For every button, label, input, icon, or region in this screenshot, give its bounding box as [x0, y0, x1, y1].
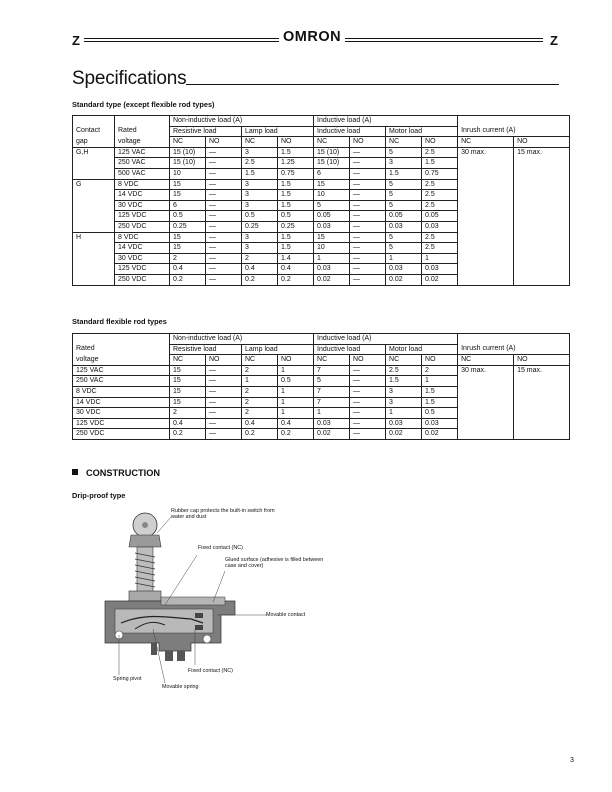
hdr-no: NO: [514, 355, 570, 366]
value-cell: —: [206, 264, 242, 275]
value-cell: 2: [242, 386, 278, 397]
callout-movable-spring: Movable spring: [162, 684, 199, 690]
callout-glued-line1: Glued surface (adhesive is filled between: [225, 557, 324, 563]
value-cell: 1: [278, 386, 314, 397]
switch-cross-section-diagram: [95, 505, 345, 695]
voltage-cell: 250 VAC: [115, 158, 170, 169]
value-cell: 3: [242, 200, 278, 211]
value-cell: 5: [314, 376, 350, 387]
hdr-no: NO: [422, 137, 458, 148]
value-cell: 0.03: [314, 221, 350, 232]
value-cell: 2.5: [422, 232, 458, 243]
header-rule-left: [84, 38, 279, 42]
value-cell: 5: [386, 200, 422, 211]
value-cell: 1.5: [278, 190, 314, 201]
page-number: 3: [570, 757, 574, 764]
value-cell: —: [350, 429, 386, 440]
value-cell: 0.4: [242, 418, 278, 429]
value-cell: 3: [386, 158, 422, 169]
hdr-noninductive: Non-inductive load (A): [170, 334, 314, 345]
voltage-cell: 14 VDC: [115, 190, 170, 201]
voltage-cell: 8 VDC: [115, 179, 170, 190]
value-cell: 0.03: [422, 418, 458, 429]
value-cell: —: [350, 232, 386, 243]
hdr-no: NO: [350, 355, 386, 366]
value-cell: 7: [314, 365, 350, 376]
hdr-noninductive: Non-inductive load (A): [170, 116, 314, 127]
construction-subtitle: Drip-proof type: [72, 491, 126, 500]
value-cell: 0.5: [170, 211, 206, 222]
value-cell: 10: [170, 168, 206, 179]
hdr-nc: NC: [242, 137, 278, 148]
value-cell: —: [350, 365, 386, 376]
hdr-nc: NC: [386, 355, 422, 366]
value-cell: 15: [170, 376, 206, 387]
flexible-table-subtitle: Standard flexible rod types: [72, 317, 167, 326]
value-cell: 1: [314, 253, 350, 264]
voltage-cell: 125 VDC: [115, 211, 170, 222]
contact-gap-cell: H: [73, 232, 115, 285]
value-cell: 1.5: [422, 386, 458, 397]
value-cell: 0.5: [242, 211, 278, 222]
value-cell: —: [206, 243, 242, 254]
hdr-resistive: Resistive load: [170, 126, 242, 137]
value-cell: —: [206, 365, 242, 376]
hdr-rated-voltage-2: voltage: [73, 355, 170, 366]
value-cell: 2: [242, 253, 278, 264]
hdr-no: NO: [422, 355, 458, 366]
hdr-blank: [73, 334, 170, 345]
value-cell: 0.5: [278, 376, 314, 387]
hdr-no: NO: [206, 137, 242, 148]
callout-spring-pivot: Spring pivot: [113, 676, 142, 682]
voltage-cell: 250 VDC: [115, 221, 170, 232]
value-cell: 0.2: [242, 274, 278, 285]
hdr-no: NO: [350, 137, 386, 148]
header-right-mark: Z: [550, 33, 558, 48]
hdr-nc: NC: [242, 355, 278, 366]
callout-glued-line2: case and cover): [225, 563, 264, 570]
voltage-cell: 125 VAC: [73, 365, 170, 376]
callout-rubber-cap: [171, 508, 275, 521]
value-cell: 1: [278, 408, 314, 419]
table-row: [73, 365, 570, 376]
voltage-cell: 14 VDC: [115, 243, 170, 254]
hdr-nc: NC: [314, 137, 350, 148]
value-cell: 15: [170, 365, 206, 376]
voltage-cell: 8 VDC: [73, 386, 170, 397]
value-cell: —: [206, 190, 242, 201]
value-cell: 2: [242, 397, 278, 408]
value-cell: —: [350, 386, 386, 397]
voltage-cell: 8 VDC: [115, 232, 170, 243]
value-cell: 15: [170, 397, 206, 408]
value-cell: 2.5: [422, 147, 458, 158]
value-cell: —: [350, 221, 386, 232]
value-cell: 0.75: [278, 168, 314, 179]
value-cell: 0.4: [170, 264, 206, 275]
value-cell: 3: [242, 179, 278, 190]
value-cell: 2.5: [242, 158, 278, 169]
value-cell: 15: [170, 386, 206, 397]
value-cell: 1.5: [278, 232, 314, 243]
value-cell: 7: [314, 386, 350, 397]
value-cell: 0.03: [314, 264, 350, 275]
value-cell: 1.5: [278, 200, 314, 211]
callout-fixed-contact-bottom: Fixed contact (NC): [188, 668, 233, 674]
hdr-inrush: Inrush current (A): [458, 126, 570, 137]
value-cell: —: [350, 179, 386, 190]
value-cell: 2.5: [422, 243, 458, 254]
value-cell: 0.03: [386, 221, 422, 232]
value-cell: 0.05: [422, 211, 458, 222]
value-cell: 0.02: [314, 274, 350, 285]
value-cell: 1.5: [422, 397, 458, 408]
value-cell: 0.4: [242, 264, 278, 275]
value-cell: 2.5: [422, 179, 458, 190]
value-cell: 0.02: [422, 274, 458, 285]
callout-fixed-contact-top: Fixed contact (NC): [198, 545, 243, 551]
value-cell: 15: [314, 232, 350, 243]
value-cell: 5: [314, 200, 350, 211]
value-cell: 2: [422, 365, 458, 376]
value-cell: 1.5: [278, 147, 314, 158]
value-cell: 1.5: [386, 168, 422, 179]
value-cell: 1: [314, 408, 350, 419]
value-cell: —: [350, 418, 386, 429]
value-cell: —: [350, 200, 386, 211]
hdr-contact-gap-2: gap: [73, 137, 115, 148]
value-cell: —: [206, 408, 242, 419]
value-cell: —: [206, 221, 242, 232]
value-cell: —: [206, 158, 242, 169]
callout-movable-contact: Movable contact: [266, 612, 306, 618]
value-cell: —: [206, 397, 242, 408]
value-cell: 0.2: [170, 274, 206, 285]
value-cell: 0.03: [386, 418, 422, 429]
value-cell: —: [206, 232, 242, 243]
value-cell: 0.5: [278, 211, 314, 222]
construction-title: CONSTRUCTION: [86, 468, 161, 478]
value-cell: 1.5: [242, 168, 278, 179]
voltage-cell: 30 VDC: [73, 408, 170, 419]
hdr-resistive: Resistive load: [170, 344, 242, 355]
inrush-nc-cell: 30 max.: [458, 147, 514, 285]
hdr-rated-voltage-2: voltage: [115, 137, 170, 148]
value-cell: 0.05: [386, 211, 422, 222]
hdr-no: NO: [514, 137, 570, 148]
brand-logo: OMRON: [283, 29, 342, 45]
value-cell: 15: [170, 232, 206, 243]
value-cell: 0.25: [170, 221, 206, 232]
value-cell: 15: [170, 190, 206, 201]
value-cell: 2: [242, 365, 278, 376]
value-cell: —: [206, 200, 242, 211]
value-cell: 1: [386, 408, 422, 419]
value-cell: 0.03: [422, 221, 458, 232]
value-cell: 0.02: [386, 429, 422, 440]
value-cell: —: [350, 243, 386, 254]
hdr-blank: [115, 116, 170, 127]
square-bullet-icon: [72, 469, 78, 475]
value-cell: 15: [170, 179, 206, 190]
voltage-cell: 250 VDC: [73, 429, 170, 440]
value-cell: —: [206, 147, 242, 158]
value-cell: 0.2: [170, 429, 206, 440]
voltage-cell: 500 VAC: [115, 168, 170, 179]
value-cell: 0.4: [278, 264, 314, 275]
value-cell: 1: [278, 365, 314, 376]
hdr-lamp: Lamp load: [242, 126, 314, 137]
voltage-cell: 30 VDC: [115, 253, 170, 264]
value-cell: 1.5: [422, 158, 458, 169]
callout-rubber-cap-line2: water and dust: [171, 514, 207, 521]
hdr-motor: Motor load: [386, 344, 458, 355]
hdr-blank: [73, 116, 115, 127]
value-cell: —: [206, 386, 242, 397]
header-left-mark: Z: [72, 33, 80, 48]
value-cell: 1.25: [278, 158, 314, 169]
hdr-nc: NC: [458, 355, 514, 366]
flexible-spec-table: [72, 333, 570, 440]
value-cell: 1: [278, 397, 314, 408]
hdr-inductive: Inductive load (A): [314, 116, 458, 127]
hdr-blank: [458, 334, 570, 345]
value-cell: 3: [242, 243, 278, 254]
value-cell: 0.02: [386, 274, 422, 285]
value-cell: 15 (10): [170, 147, 206, 158]
value-cell: —: [350, 168, 386, 179]
value-cell: 1.4: [278, 253, 314, 264]
value-cell: —: [350, 408, 386, 419]
value-cell: 1.5: [278, 179, 314, 190]
value-cell: 15 (10): [314, 158, 350, 169]
value-cell: 15 (10): [170, 158, 206, 169]
table-row: [73, 147, 570, 158]
value-cell: —: [350, 274, 386, 285]
value-cell: 0.25: [278, 221, 314, 232]
value-cell: 1.5: [278, 243, 314, 254]
value-cell: 3: [242, 232, 278, 243]
value-cell: 15 (10): [314, 147, 350, 158]
hdr-no: NO: [206, 355, 242, 366]
value-cell: 5: [386, 232, 422, 243]
value-cell: —: [350, 190, 386, 201]
inrush-no-cell: 15 max.: [514, 365, 570, 439]
construction-heading: [72, 468, 160, 478]
value-cell: 0.4: [278, 418, 314, 429]
value-cell: 5: [386, 147, 422, 158]
value-cell: 0.05: [314, 211, 350, 222]
value-cell: 7: [314, 397, 350, 408]
value-cell: —: [350, 264, 386, 275]
value-cell: 1.5: [386, 376, 422, 387]
value-cell: —: [206, 429, 242, 440]
header-rule-right: [345, 38, 543, 42]
hdr-ind-load: Inductive load: [314, 344, 386, 355]
value-cell: 5: [386, 190, 422, 201]
voltage-cell: 14 VDC: [73, 397, 170, 408]
voltage-cell: 30 VDC: [115, 200, 170, 211]
value-cell: 0.03: [422, 264, 458, 275]
value-cell: 15: [314, 179, 350, 190]
value-cell: 2.5: [422, 200, 458, 211]
value-cell: 15: [170, 243, 206, 254]
voltage-cell: 250 VAC: [73, 376, 170, 387]
value-cell: 6: [314, 168, 350, 179]
value-cell: 0.02: [314, 429, 350, 440]
hdr-nc: NC: [314, 355, 350, 366]
value-cell: —: [206, 168, 242, 179]
hdr-rated-voltage-1: Rated: [115, 126, 170, 137]
value-cell: 1: [422, 253, 458, 264]
hdr-inrush: Inrush current (A): [458, 344, 570, 355]
inrush-no-cell: 15 max.: [514, 147, 570, 285]
standard-table-subtitle: Standard type (except flexible rod types): [72, 100, 215, 109]
value-cell: —: [350, 211, 386, 222]
value-cell: 5: [386, 243, 422, 254]
value-cell: 2: [242, 408, 278, 419]
callout-rubber-cap-line1: Rubber cap protects the built-in switch from: [171, 508, 275, 514]
value-cell: 2.5: [386, 365, 422, 376]
hdr-inductive: Inductive load (A): [314, 334, 458, 345]
voltage-cell: 125 VAC: [115, 147, 170, 158]
hdr-blank: [458, 116, 570, 127]
value-cell: —: [350, 253, 386, 264]
hdr-no: NO: [278, 355, 314, 366]
value-cell: —: [350, 376, 386, 387]
hdr-lamp: Lamp load: [242, 344, 314, 355]
title-rule: [186, 84, 559, 85]
value-cell: 3: [386, 386, 422, 397]
voltage-cell: 125 VDC: [73, 418, 170, 429]
value-cell: —: [206, 211, 242, 222]
voltage-cell: 125 VDC: [115, 264, 170, 275]
value-cell: 0.4: [170, 418, 206, 429]
value-cell: —: [206, 253, 242, 264]
value-cell: 0.25: [242, 221, 278, 232]
hdr-rated-voltage-1: Rated: [73, 344, 170, 355]
hdr-ind-load: Inductive load: [314, 126, 386, 137]
value-cell: 5: [386, 179, 422, 190]
value-cell: 3: [386, 397, 422, 408]
value-cell: 1: [386, 253, 422, 264]
value-cell: 6: [170, 200, 206, 211]
value-cell: —: [350, 158, 386, 169]
contact-gap-cell: G: [73, 179, 115, 232]
inrush-nc-cell: 30 max.: [458, 365, 514, 439]
value-cell: 1: [242, 376, 278, 387]
value-cell: —: [206, 376, 242, 387]
value-cell: —: [206, 179, 242, 190]
value-cell: 2: [170, 408, 206, 419]
value-cell: 3: [242, 147, 278, 158]
hdr-no: NO: [278, 137, 314, 148]
value-cell: 0.2: [278, 274, 314, 285]
callout-glued-surface: [225, 557, 323, 570]
value-cell: 0.2: [242, 429, 278, 440]
hdr-nc: NC: [170, 355, 206, 366]
contact-gap-cell: G,H: [73, 147, 115, 179]
value-cell: 1: [422, 376, 458, 387]
value-cell: 0.2: [278, 429, 314, 440]
value-cell: 0.02: [422, 429, 458, 440]
hdr-nc: NC: [386, 137, 422, 148]
hdr-motor: Motor load: [386, 126, 458, 137]
voltage-cell: 250 VDC: [115, 274, 170, 285]
value-cell: 2: [170, 253, 206, 264]
value-cell: 3: [242, 190, 278, 201]
value-cell: —: [206, 274, 242, 285]
value-cell: 0.03: [314, 418, 350, 429]
hdr-contact-gap-1: Contact: [73, 126, 115, 137]
value-cell: 0.5: [422, 408, 458, 419]
value-cell: 10: [314, 243, 350, 254]
value-cell: —: [350, 147, 386, 158]
page-title: Specifications: [72, 68, 187, 89]
hdr-nc: NC: [170, 137, 206, 148]
value-cell: 2.5: [422, 190, 458, 201]
value-cell: —: [206, 418, 242, 429]
hdr-nc: NC: [458, 137, 514, 148]
value-cell: 10: [314, 190, 350, 201]
value-cell: —: [350, 397, 386, 408]
standard-spec-table: [72, 115, 570, 286]
value-cell: 0.03: [386, 264, 422, 275]
value-cell: 0.75: [422, 168, 458, 179]
